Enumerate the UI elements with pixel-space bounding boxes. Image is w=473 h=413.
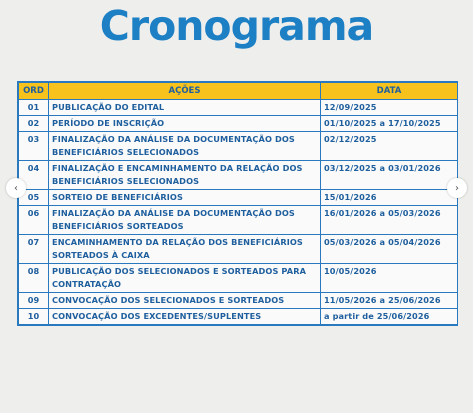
- row-ord: 09: [19, 293, 49, 309]
- row-action: FINALIZAÇÃO DA ANÁLISE DA DOCUMENTAÇÃO DOS BENEFICIÁRIOS SELECIONADOS: [49, 132, 321, 161]
- row-date: 02/12/2025: [321, 132, 458, 161]
- table-row: [19, 100, 458, 116]
- row-date: 10/05/2026: [321, 264, 458, 293]
- table-row: [19, 206, 458, 235]
- chevron-left-icon: ‹: [14, 182, 18, 194]
- header-data: DATA: [321, 83, 458, 100]
- row-action: PERÍODO DE INSCRIÇÃO: [49, 116, 321, 132]
- row-date: a partir de 25/06/2026: [321, 309, 458, 325]
- row-action: FINALIZAÇÃO DA ANÁLISE DA DOCUMENTAÇÃO DOS BENEFICIÁRIOS SORTEADOS: [49, 206, 321, 235]
- table-row: [19, 116, 458, 132]
- row-action: CONVOCAÇÃO DOS EXCEDENTES/SUPLENTES: [49, 309, 321, 325]
- carousel-prev-button[interactable]: [6, 178, 26, 198]
- carousel-next-button[interactable]: [447, 178, 467, 198]
- row-action: PUBLICAÇÃO DO EDITAL: [49, 100, 321, 116]
- row-date: 12/09/2025: [321, 100, 458, 116]
- row-ord: 10: [19, 309, 49, 325]
- row-date: 11/05/2026 a 25/06/2026: [321, 293, 458, 309]
- table-row: [19, 161, 458, 190]
- row-date: 15/01/2026: [321, 190, 458, 206]
- table-row: [19, 309, 458, 325]
- row-action: PUBLICAÇÃO DOS SELECIONADOS E SORTEADOS PARA CONTRATAÇÃO: [49, 264, 321, 293]
- row-ord: 02: [19, 116, 49, 132]
- header-ord: ORD: [19, 83, 49, 100]
- row-date: 03/12/2025 a 03/01/2026: [321, 161, 458, 190]
- row-ord: 05: [19, 190, 49, 206]
- row-ord: 08: [19, 264, 49, 293]
- row-action: ENCAMINHAMENTO DA RELAÇÃO DOS BENEFICIÁRIOS SORTEADOS À CAIXA: [49, 235, 321, 264]
- row-ord: 04: [19, 161, 49, 190]
- chevron-right-icon: ›: [455, 182, 459, 194]
- page-title: Cronograma: [99, 2, 374, 50]
- row-ord: 07: [19, 235, 49, 264]
- table-header-row: [19, 83, 458, 100]
- schedule-table: [17, 81, 458, 326]
- table-row: [19, 132, 458, 161]
- table-row: [19, 264, 458, 293]
- row-date: 01/10/2025 a 17/10/2025: [321, 116, 458, 132]
- table-row: [19, 235, 458, 264]
- table-row: [19, 293, 458, 309]
- table-row: [19, 190, 458, 206]
- row-date: 05/03/2026 a 05/04/2026: [321, 235, 458, 264]
- row-action: FINALIZAÇÃO E ENCAMINHAMENTO DA RELAÇÃO DOS BENEFICIÁRIOS SELECIONADOS: [49, 161, 321, 190]
- row-action: CONVOCAÇÃO DOS SELECIONADOS E SORTEADOS: [49, 293, 321, 309]
- row-ord: 01: [19, 100, 49, 116]
- header-acoes: AÇÕES: [49, 83, 321, 100]
- row-ord: 06: [19, 206, 49, 235]
- row-action: SORTEIO DE BENEFICIÁRIOS: [49, 190, 321, 206]
- row-date: 16/01/2026 a 05/03/2026: [321, 206, 458, 235]
- row-ord: 03: [19, 132, 49, 161]
